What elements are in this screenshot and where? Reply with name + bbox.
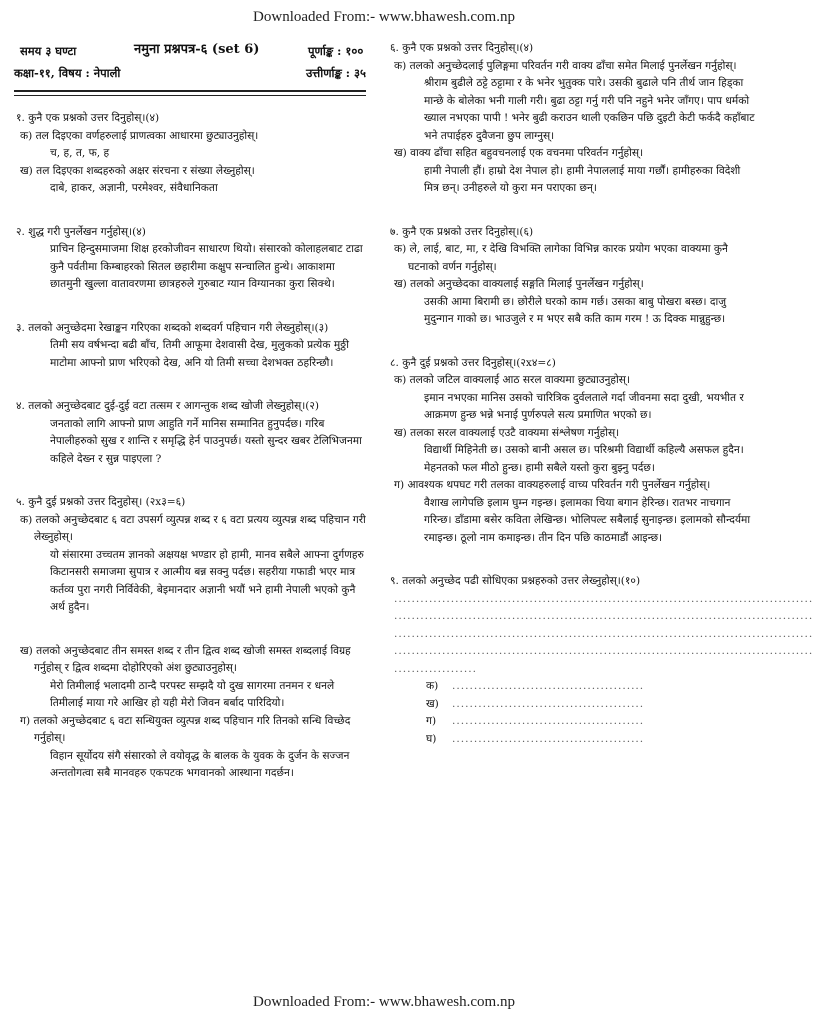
question-heading: ८. कुनै दुई प्रश्नको उत्तर दिनुहोस्।(२x४=८) <box>390 356 556 369</box>
sub-question: ग) तलको अनुच्छेदबाट ६ वटा सन्धियुक्त व्युत्पन्न शब्द पहिचान गरि तिनको सन्धि विच्छेद गर्नुहोस्। <box>20 714 351 744</box>
answer-dotted-line: ................................................................................................ <box>394 610 813 622</box>
question-passage: इमान नभएका मानिस उसको चारित्रिक दुर्वलताले गर्दा जीवनमा सदा दुखी, भयभीत र आक्रमण हुन्छ भन्ने भनाई पुर्णरुपले सत्य प्रमाणित भएको छ। <box>424 391 744 421</box>
question-heading: ४. तलको अनुच्छेदबाट दुई-दुई वटा तत्सम र आगन्तुक शब्द खोजी लेख्नुहोस्।(२) <box>16 400 320 412</box>
answer-label: ख) <box>426 697 439 710</box>
exam-title: नमुना प्रश्नपत्र-६ (set 6) <box>134 42 260 57</box>
sub-question: क) तल दिइएका वर्णहरुलाई प्राणत्वका आधारमा छुट्याउनुहोस्। <box>20 129 259 142</box>
right-column <box>388 40 813 748</box>
answer-line <box>388 713 756 731</box>
sub-question: ख) तलको अनुच्छेदका वाक्यलाई सङ्गति मिलाई पुनर्लेखन गर्नुहोस्। <box>394 278 644 290</box>
spacer <box>388 547 756 573</box>
sub-question: ख) तलको अनुच्छेदबाट तीन समस्त शब्द र तीन द्वित्व शब्द खोजी समस्त शब्दलाई विग्रह गर्नुहोस् र द्वित्व शब्दमा दोहोरिएको अंश छुट्याउनुहोस्। <box>20 644 351 674</box>
question-passage: मेरो तिमीलाई भलादमी ठान्दै परपस्ट सम्झदै यो दुख सागरमा तनमन र धनले तिमीलाई माया गरे आखिर हो यही मेरो जिवन बर्बाद पारिदियो। <box>50 679 335 709</box>
spacer <box>388 198 756 224</box>
exam-header <box>14 40 366 88</box>
answer-label: घ) <box>426 732 437 745</box>
sub-question: क) तलको अनुच्छेदबाट ६ वटा उपसर्ग व्युत्पन्न शब्द र ६ वटा प्रत्यय व्युत्पन्न शब्द पहिचान गरी लेख्नुहोस्। <box>20 513 366 543</box>
answer-dotted-line: ................................................................................................ <box>394 645 813 657</box>
right-questions <box>388 40 813 748</box>
answer-label: क) <box>426 680 439 692</box>
class-subject: कक्षा-११, विषय : नेपाली <box>14 66 121 80</box>
question-passage: च, ह, त, फ, ह <box>50 147 110 159</box>
header-rule-thin <box>14 95 366 96</box>
question-passage: यो संसारमा उच्चतम ज्ञानको अक्षयक्ष भण्डार हो हामी, मानव सबैले आफ्ना दुर्गणहरु किटानसरी समाजमा सुपात्र र आत्मीय बन्न सक्नु पर्दछ। सहरीया गफाडी भएर मात्र कर्तव्य पुरा नगरी निर्विवेकी, बेइमानदार अज्ञानी भयौं भने हामी नेपाली भएको कुनै अर्थ हुदैन। <box>50 548 364 613</box>
spacer <box>14 198 366 224</box>
sub-question: क) तलको जटिल वाक्यलाई आठ सरल वाक्यमा छुट्याउनुहोस्। <box>394 374 630 386</box>
answer-line <box>388 731 756 749</box>
left-column <box>14 40 366 783</box>
question-passage: विहान सूर्योदय संगै संसारको ले वयोवृद्ध के बालक के युवक के दुर्जन के सज्जन अन्ततोगत्वा सबै मानवहरु एकपटक भगवानको आस्थाना गदर्छन। <box>50 749 350 779</box>
bottom-download-credit: Downloaded From:- www.bhawesh.com.np <box>253 994 515 1010</box>
sub-question: ख) वाक्य ढाँचा सहित बहुवचनलाई एक वचनमा परिवर्तन गर्नुहोस्। <box>394 147 644 159</box>
question-heading: २. शुद्ध गरी पुनर्लेखन गर्नुहोस्।(४) <box>16 225 146 238</box>
question-heading: ३. तलको अनुच्छेदमा रेखाङ्कन गरिएका शब्दको शब्दवर्ग पहिचान गरी लेख्नुहोस्।(३) <box>16 321 329 334</box>
question-heading: ९. तलको अनुच्छेद पढी सोधिएका प्रश्नहरुको उत्तर लेख्नुहोस्।(१०) <box>390 575 641 587</box>
answer-line <box>388 696 756 714</box>
left-questions <box>14 110 366 783</box>
question-heading: ५. कुनै दुई प्रश्नको उत्तर दिनुहोस्। (२x३=६) <box>16 496 186 508</box>
answer-blank: ............................................ <box>452 732 645 745</box>
spacer <box>14 294 366 320</box>
full-marks: पूर्णाङ्क : १०० <box>308 44 364 58</box>
header-rule <box>14 90 366 92</box>
question-heading: १. कुनै एक प्रश्नको उत्तर दिनुहोस्।(४) <box>16 112 160 124</box>
question-heading: ६. कुनै एक प्रश्नको उत्तर दिनुहोस्।(४) <box>390 42 534 54</box>
answer-dotted-line: ................... <box>394 662 477 675</box>
question-passage: श्रीराम बुढीले ठट्टे ठट्टामा र के भनेर भुतुक्क पारे। उसकी बुढाले पनि तीर्थ जान हिड्का मान्छे के बोलेका भनी गाली गरी। बुढा ठट्टा गर्नु गरी पनि नहुने भनेर जाँगए। पाप धर्मको ख्याल नभएका पापी ! भनेर बुढी कराउन थाली एकछिन पछि दुइटी केटी फर्कदै कहाँबाट भने तपाईहरु दुवैजना छुप लाग्नुस्। <box>424 77 755 142</box>
sub-question: क) तलको अनुच्छेदलाई पुलिङ्गमा परिवर्तन गरी वाक्य ढाँचा समेत मिलाई पुनर्लेखन गर्नुहोस्। <box>394 59 737 72</box>
answer-dotted-line: ................................................................................................ <box>394 627 813 640</box>
sub-question: ग) आवश्यक थपघट गरी तलका वाक्यहरुलाई वाच्य परिवर्तन गरी पुनर्लेखन गर्नुहोस्। <box>394 479 711 491</box>
question-passage: दाबे, हाकर, अज्ञानी, परमेश्वर, संवैधानिकता <box>50 182 218 194</box>
question-heading: ७. कुनै एक प्रश्नको उत्तर दिनुहोस्।(६) <box>390 225 534 238</box>
answer-dotted-line: ................................................................................................ <box>394 592 813 605</box>
question-passage: हामी नेपाली हौं। हाम्रो देश नेपाल हो। हामी नेपाललाई माया गर्छौं। हामीहरुका विदेशी मित्र छन्। उनीहरुले यो कुरा मन पराएका छन्। <box>424 164 741 194</box>
question-passage: प्राचिन हिन्दुसमाजमा शिक्ष हरकोजीवन साधारण थियो। संसारको कोलाहलबाट टाढा कुनै पर्वतीमा किम्बाहरको सितल छहारीमा कक्षुप सन्चालित हुन्थे। आकाशमा छातमुनी खुल्ला वातावरणमा छात्रहरुले गुरुबाट ग्यान विग्यानका कुरा सिक्थे। <box>50 243 363 290</box>
answer-blank: ............................................ <box>452 680 645 692</box>
spacer <box>14 372 366 398</box>
sub-question: क) ले, लाई, बाट, मा, र देखि विभक्ति लागेका विभिन्न कारक प्रयोग भएका वाक्यमा कुनै घटनाको वर्णन गर्नुहोस्। <box>394 243 728 273</box>
answer-blank: ............................................ <box>452 715 645 727</box>
question-passage: विद्यार्थी मिहिनेती छ। उसको बानी असल छ। परिश्रमी विद्यार्थी कहिल्यै असफल हुदैन। मेहनतको फल मीठो हुन्छ। हामी सबैले यस्तो कुरा बुझ्नु पर्दछ। <box>424 444 744 474</box>
pass-marks: उत्तीर्णाङ्क : ३५ <box>306 66 367 80</box>
sub-question: ख) तलका सरल वाक्यलाई एउटै वाक्यमा संश्लेषण गर्नुहोस्। <box>394 426 620 439</box>
spacer <box>14 617 366 643</box>
answer-blank: ............................................ <box>452 697 645 710</box>
spacer <box>388 329 756 355</box>
question-passage: वैशाख लागेपछि इलाम घुम्न गइन्छ। इलामका चिया बगान हेरिन्छ। रातभर नाचगान गरिन्छ। डाँडामा बसेर कविता लेखिन्छ। भोलिपल्ट सबैलाई सुनाइन्छ। इलामको सौन्दर्यमा रमाइन्छ। ठूलो नाम कमाइन्छ। तीन दिन पछि काठमाडौं आइन्छ। <box>424 496 751 544</box>
top-download-credit: Downloaded From:- www.bhawesh.com.np <box>253 9 515 25</box>
exam-time: समय ३ घण्टा <box>20 44 77 58</box>
answer-label: ग) <box>426 715 437 727</box>
question-passage: जनताको लागि आफ्नो प्राण आहुति गर्ने मानिस सम्मानित हुनुपर्दछ। गरिब नेपालीहरुको सुख र शान्ति र समृद्धि हेर्न पाउनुपर्छ। यस्तो सुन्दर खबर टेलिभिजनमा कहिले देख्न र सुन्न पाइएला ? <box>50 417 362 465</box>
question-passage: तिमी सय वर्षभन्दा बढी बाँच, तिमी आफूमा देशवासी देख, मुलुकको प्रत्येक मुठ्ठी माटोमा आफ्नो प्राण भरिएको देख, अनि यो तिमी सच्चा देशभक्त ठहरिन्छौ। <box>50 339 349 369</box>
spacer <box>14 468 366 494</box>
sub-question: ख) तल दिइएका शब्दहरुको अक्षर संरचना र संख्या लेख्नुहोस्। <box>20 164 255 177</box>
question-passage: उसकी आमा बिरामी छ। छोरीले घरको काम गर्छ। उसका बाबु पोखरा बस्छ। दाजु मुदुन्गान गाको छ। भाउजुले र म भएर सबै कति काम गरम ! ऊ दिक्क मान्नुहुन्छ। <box>424 295 727 325</box>
answer-line <box>388 678 756 696</box>
